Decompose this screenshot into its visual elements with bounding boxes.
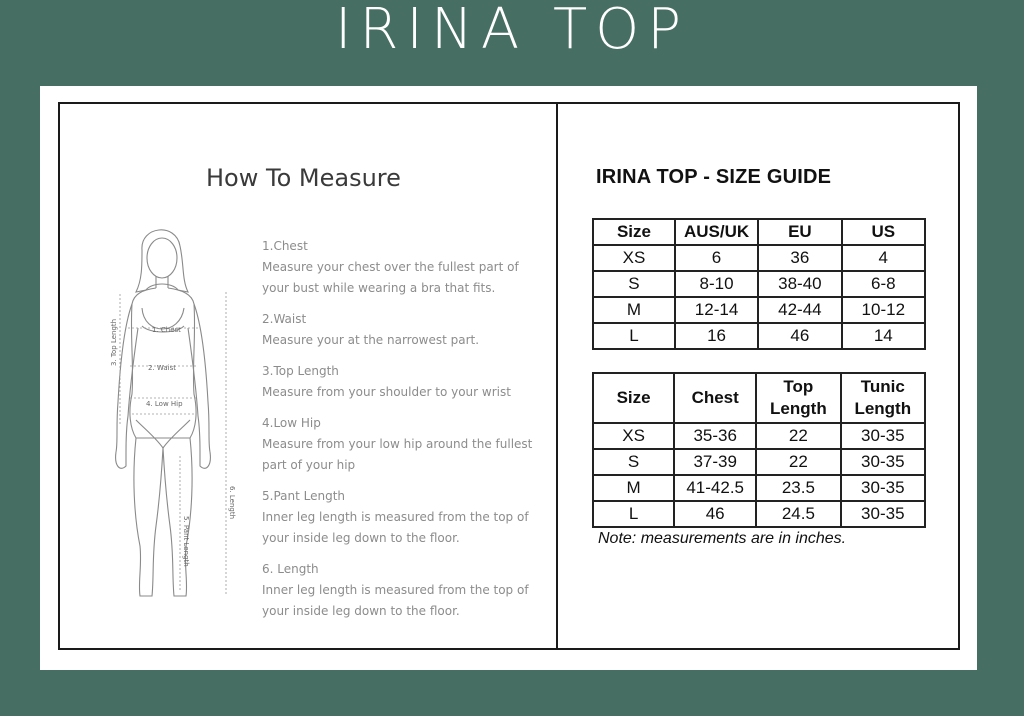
table-cell: 22: [756, 423, 840, 449]
header-cell: Size: [593, 373, 674, 423]
table-row: [593, 449, 925, 475]
table-cell: 8-10: [675, 271, 758, 297]
table-cell: 46: [758, 323, 841, 349]
figure-label-top-length: 3. Top Length: [110, 318, 118, 366]
body-measurement-figure: [80, 216, 250, 606]
step-title: 3.Top Length: [262, 364, 339, 378]
table-row: [593, 475, 925, 501]
page-title: IRINA TOP: [335, 0, 689, 62]
table-cell: 22: [756, 449, 840, 475]
table-row: [593, 297, 925, 323]
table-cell: S: [593, 449, 674, 475]
how-to-measure-panel: [60, 104, 556, 648]
table-cell: 6-8: [842, 271, 925, 297]
size-conversion-table: [592, 218, 926, 350]
table-header-row: [593, 219, 925, 245]
table-cell: 42-44: [758, 297, 841, 323]
table-cell: 30-35: [841, 449, 925, 475]
header-cell: Tunic Length: [841, 373, 925, 423]
step-description: Inner leg length is measured from the top of your inside leg down to the floor.: [262, 583, 529, 618]
size-guide-panel: [558, 104, 960, 648]
table-cell: L: [593, 323, 675, 349]
figure-label-length: 6. Length: [228, 486, 236, 520]
step-description: Measure your at the narrowest part.: [262, 333, 480, 347]
table-cell: L: [593, 501, 674, 527]
table-cell: 24.5: [756, 501, 840, 527]
measurement-note: Note: measurements are in inches.: [598, 530, 847, 547]
table-cell: 35-36: [674, 423, 756, 449]
table-cell: XS: [593, 245, 675, 271]
guide-frame: [58, 102, 960, 650]
table-row: [593, 423, 925, 449]
table-cell: 14: [842, 323, 925, 349]
table-cell: 30-35: [841, 475, 925, 501]
figure-label-waist: 2. Waist: [148, 364, 177, 372]
table-cell: M: [593, 475, 674, 501]
step-title: 6. Length: [262, 562, 319, 576]
table-cell: 10-12: [842, 297, 925, 323]
step-description: Measure from your low hip around the fullest part of your hip: [262, 437, 533, 472]
table-row: [593, 271, 925, 297]
step-title: 2.Waist: [262, 312, 307, 326]
header-cell: Size: [593, 219, 675, 245]
step-length: [262, 559, 542, 622]
table-cell: 23.5: [756, 475, 840, 501]
measure-steps: [262, 236, 542, 632]
measurements-table: [592, 372, 926, 528]
figure-label-chest: 1. Chest: [152, 326, 181, 334]
header-cell: Top Length: [756, 373, 840, 423]
how-to-measure-title: How To Measure: [206, 164, 401, 192]
figure-label-low-hip: 4. Low Hip: [146, 400, 183, 408]
figure-label-pant-length: 5. Pant Length: [182, 516, 190, 567]
table-cell: 46: [674, 501, 756, 527]
header-cell: AUS/UK: [675, 219, 758, 245]
table-row: [593, 245, 925, 271]
table-cell: 30-35: [841, 423, 925, 449]
header-cell: EU: [758, 219, 841, 245]
step-top-length: [262, 361, 542, 403]
size-guide-card: [40, 86, 977, 670]
table-header-row: [593, 373, 925, 423]
size-guide-title: IRINA TOP - SIZE GUIDE: [596, 166, 832, 188]
table-cell: 12-14: [675, 297, 758, 323]
table-row: [593, 501, 925, 527]
step-description: Measure your chest over the fullest part of your bust while wearing a bra that fits.: [262, 260, 519, 295]
table-cell: S: [593, 271, 675, 297]
header-cell: Chest: [674, 373, 756, 423]
step-description: Measure from your shoulder to your wrist: [262, 385, 511, 399]
table-cell: 37-39: [674, 449, 756, 475]
table-cell: 6: [675, 245, 758, 271]
step-title: 5.Pant Length: [262, 489, 346, 503]
header-cell: US: [842, 219, 925, 245]
table-cell: 4: [842, 245, 925, 271]
table-cell: 30-35: [841, 501, 925, 527]
step-chest: [262, 236, 542, 299]
table-cell: 41-42.5: [674, 475, 756, 501]
table-cell: M: [593, 297, 675, 323]
step-title: 4.Low Hip: [262, 416, 321, 430]
table-cell: 16: [675, 323, 758, 349]
step-low-hip: [262, 413, 542, 476]
step-title: 1.Chest: [262, 239, 308, 253]
step-pant-length: [262, 486, 542, 549]
table-cell: XS: [593, 423, 674, 449]
step-description: Inner leg length is measured from the top of your inside leg down to the floor.: [262, 510, 529, 545]
table-row: [593, 323, 925, 349]
table-cell: 36: [758, 245, 841, 271]
table-cell: 38-40: [758, 271, 841, 297]
step-waist: [262, 309, 542, 351]
